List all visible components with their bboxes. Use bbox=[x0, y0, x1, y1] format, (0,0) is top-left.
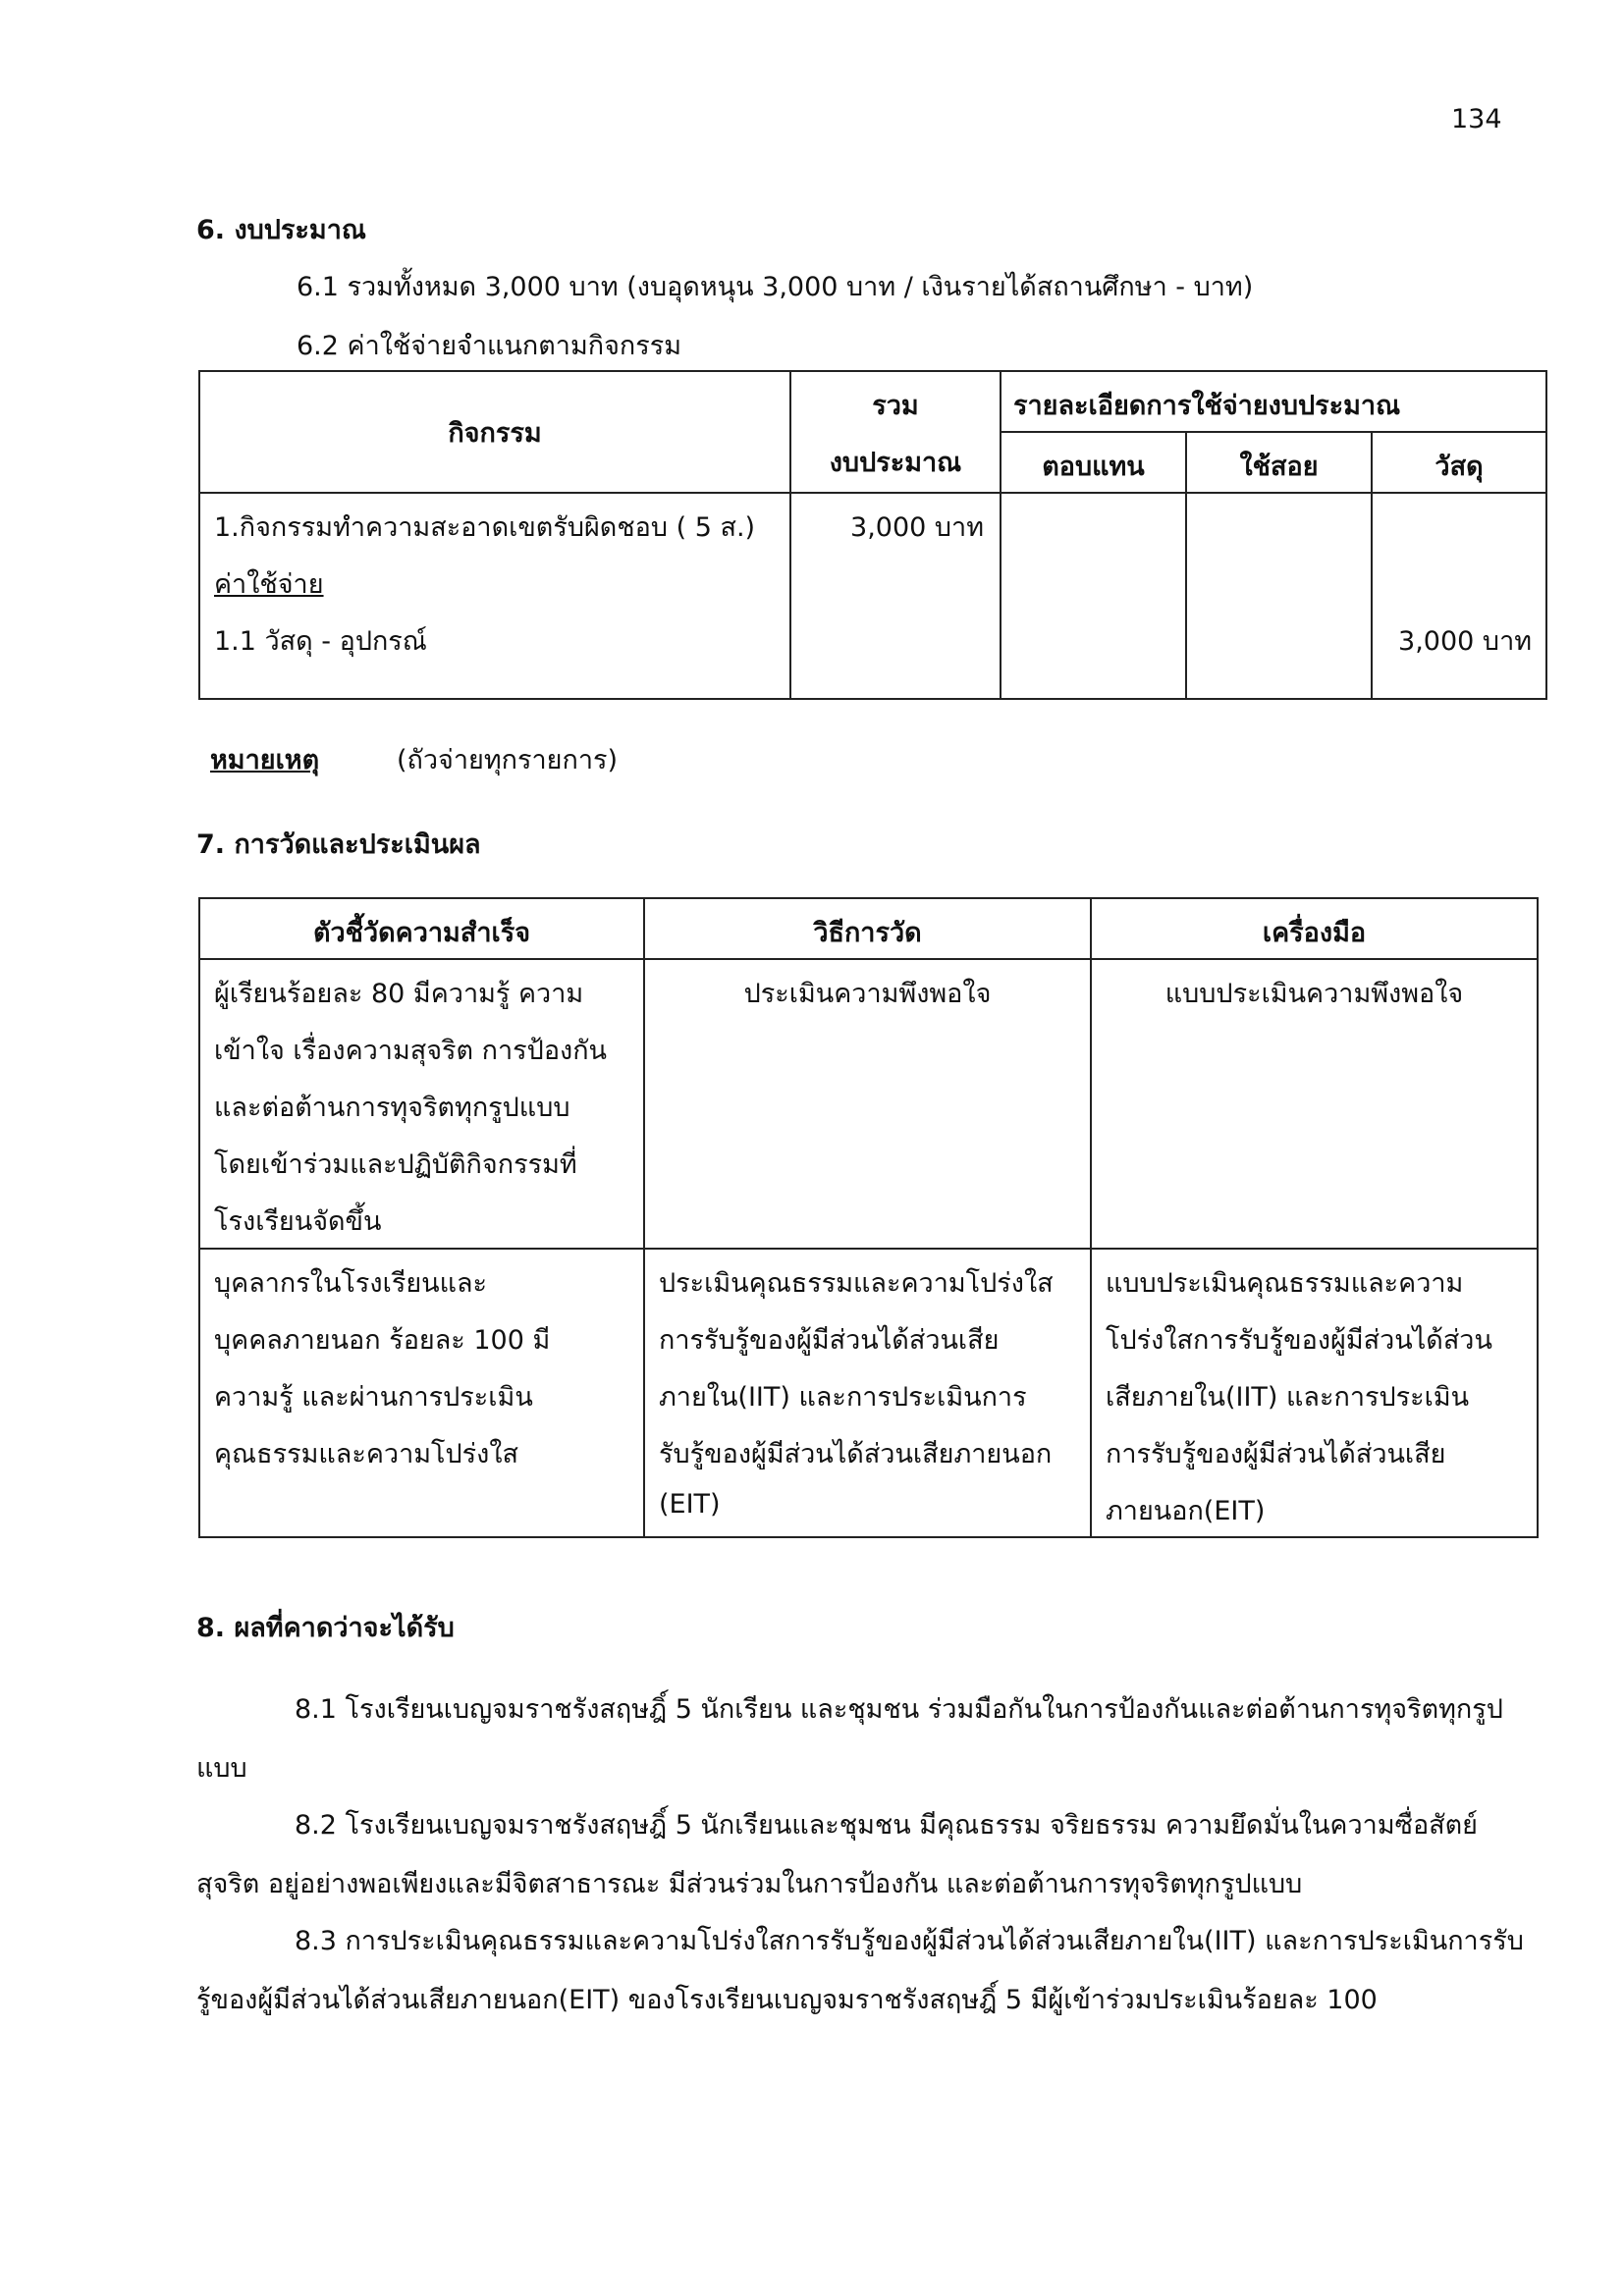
cell-compensation bbox=[1001, 493, 1186, 699]
header-indicator: ตัวชี้วัดความสำเร็จ bbox=[199, 898, 644, 959]
row1-method: ประเมินความพึงพอใจ bbox=[644, 959, 1091, 1249]
section6-heading: 6. งบประมาณ bbox=[196, 215, 366, 245]
row2-method: ประเมินคุณธรรมและความโปร่งใส การรับรู้ของผู้มีส่วนได้ส่วนเสีย ภายใน(IIT) และการประเมินการ รับรู้ของผู้มีส่วนได้ส่วนเสียภายนอก (EIT) bbox=[644, 1249, 1091, 1537]
row1-tool: แบบประเมินความพึงพอใจ bbox=[1091, 959, 1538, 1249]
cell-total: 3,000 บาท bbox=[790, 493, 1001, 699]
note-label: หมายเหตุ bbox=[210, 745, 320, 775]
cell-materials: 3,000 บาท bbox=[1372, 493, 1546, 699]
evaluation-table bbox=[198, 897, 1539, 1538]
expense-item: 1.1 วัสดุ - อุปกรณ์ bbox=[214, 626, 427, 657]
outcome-8-3: 8.3 การประเมินคุณธรรมและความโปร่งใสการรับรู้ของผู้มีส่วนได้ส่วนเสียภายใน(IIT) และการประเมินการรับรู้ของผู้มีส่วนได้ส่วนเสียภายนอก(EIT) ของโรงเรียนเบญจมราชรังสฤษฎิ์ 5 มีผู้เข้าร่วมประเมินร้อยละ 100 bbox=[196, 1926, 1524, 2015]
header-compensation: ตอบแทน bbox=[1001, 432, 1186, 493]
header-tool: เครื่องมือ bbox=[1091, 898, 1538, 959]
budget-table bbox=[198, 370, 1547, 700]
cell-operating bbox=[1186, 493, 1372, 699]
activity-name: 1.กิจกรรมทำความสะอาดเขตรับผิดชอบ ( 5 ส.) bbox=[214, 512, 756, 543]
row2-tool: แบบประเมินคุณธรรมและความ โปร่งใสการรับรู้ของผู้มีส่วนได้ส่วน เสียภายใน(IIT) และการประเมิน การรับรู้ของผู้มีส่วนได้ส่วนเสีย ภายนอก(EIT) bbox=[1091, 1249, 1538, 1537]
header-total: รวม งบประมาณ bbox=[790, 371, 1001, 493]
header-detail: รายละเอียดการใช้จ่ายงบประมาณ bbox=[1001, 371, 1546, 432]
section7-heading: 7. การวัดและประเมินผล bbox=[196, 829, 481, 860]
expense-label: ค่าใช้จ่าย bbox=[214, 569, 324, 600]
budget-total-text: 6.1 รวมทั้งหมด 3,000 บาท (งบอุดหนุน 3,000 บาท / เงินรายได้สถานศึกษา - บาท) bbox=[297, 272, 1254, 302]
outcome-8-1: 8.1 โรงเรียนเบญจมราชรังสฤษฎิ์ 5 นักเรียน และชุมชน ร่วมมือกันในการป้องกันและต่อต้านการทุจริตทุกรูปแบบ bbox=[196, 1694, 1503, 1784]
header-method: วิธีการวัด bbox=[644, 898, 1091, 959]
budget-breakdown-title: 6.2 ค่าใช้จ่ายจำแนกตามกิจกรรม bbox=[297, 331, 682, 361]
note-text: (ถัวจ่ายทุกรายการ) bbox=[397, 745, 619, 775]
page-number: 134 bbox=[1451, 104, 1502, 134]
section8-heading: 8. ผลที่คาดว่าจะได้รับ bbox=[196, 1613, 455, 1643]
outcome-8-2: 8.2 โรงเรียนเบญจมราชรังสฤษฎิ์ 5 นักเรียนและชุมชน มีคุณธรรม จริยธรรม ความยึดมั่นในความซื่อสัตย์ สุจริต อยู่อย่างพอเพียงและมีจิตสาธารณะ มีส่วนร่วมในการป้องกัน และต่อต้านการทุจริตทุกรูปแบบ bbox=[196, 1810, 1478, 1899]
cell-activity bbox=[199, 493, 790, 699]
row1-indicator: ผู้เรียนร้อยละ 80 มีความรู้ ความ เข้าใจ เรื่องความสุจริต การป้องกัน และต่อต้านการทุจริตทุกรูปแบบ โดยเข้าร่วมและปฏิบัติกิจกรรมที่ โรงเรียนจัดขึ้น bbox=[199, 959, 644, 1249]
row2-indicator: บุคลากรในโรงเรียนและ บุคคลภายนอก ร้อยละ 100 มี ความรู้ และผ่านการประเมิน คุณธรรมและความโปร่งใส bbox=[199, 1249, 644, 1537]
header-materials: วัสดุ bbox=[1372, 432, 1546, 493]
header-operating: ใช้สอย bbox=[1186, 432, 1372, 493]
header-activity: กิจกรรม bbox=[199, 371, 790, 493]
